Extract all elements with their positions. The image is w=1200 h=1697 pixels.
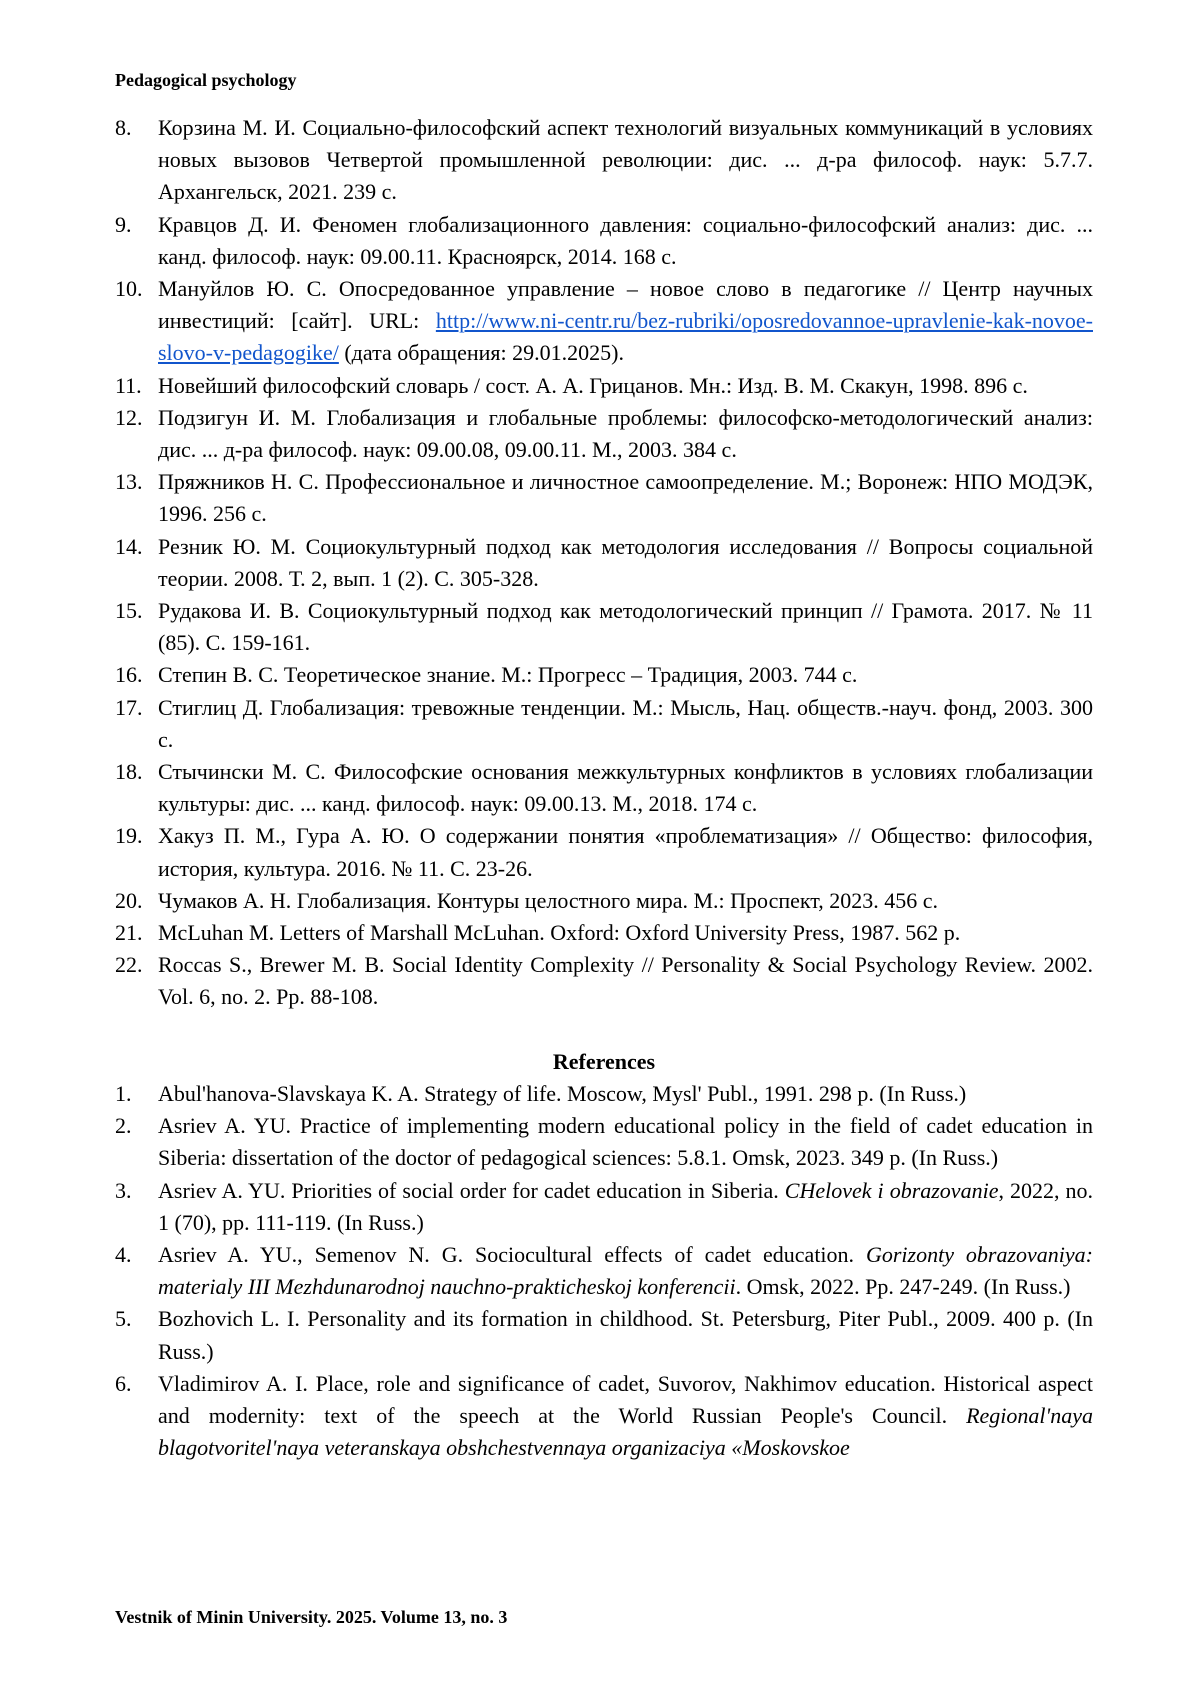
russian-reference-list [115,112,1093,1014]
reference-text: Чумаков А. Н. Глобализация. Контуры целостного мира. М.: Проспект, 2023. 456 с. [158,887,938,913]
reference-text: Резник Ю. М. Социокультурный подход как методология исследования // Вопросы социальной теории. 2008. Т. 2, вып. 1 (2). С. 305-328. [158,533,1093,591]
reference-journal-italic: Regional'naya blagotvoritel'naya veteranskaya obshchestvennaya organizaciya «Moskovskoe [158,1402,1093,1461]
reference-number: 14. [115,533,143,559]
reference-number: 3. [115,1177,132,1203]
reference-number: 18. [115,759,143,785]
reference-text: (дата обращения: 29.01.2025). [338,340,624,366]
reference-item [115,885,1093,917]
reference-text: , 2022, no. 1 (70), pp. 111-119. (In Russ.) [158,1177,1093,1235]
reference-text: Стиглиц Д. Глобализация: тревожные тенденции. М.: Мысль, Нац. обществ.-науч. фонд, 2003. 300 с. [158,694,1093,752]
reference-text: Пряжников Н. С. Профессиональное и личностное самоопределение. М.; Воронеж: НПО МОДЭК, 1996. 256 с. [158,469,1093,527]
reference-item [115,1368,1093,1465]
reference-item [115,692,1093,756]
reference-number: 17. [115,694,143,720]
page-content [115,112,1093,1464]
reference-text: Подзигун И. М. Глобализация и глобальные проблемы: философско-методологический анализ: дис. ... д-ра философ. наук: 09.00.08, 09.00.11. М., 2003. 384 с. [158,404,1093,463]
reference-item [115,949,1093,1013]
reference-text: Мануйлов Ю. С. Опосредованное управление – новое слово в педагогике // Центр научных инвестиций: [сайт]. URL: [158,276,1093,334]
reference-number: 6. [115,1370,132,1396]
reference-number: 5. [115,1306,132,1332]
reference-text: Asriev A. YU. Priorities of social order for cadet education in Siberia. [158,1177,785,1203]
reference-item [115,273,1093,370]
reference-number: 22. [115,952,143,978]
reference-number: 1. [115,1080,132,1106]
reference-item [115,466,1093,530]
reference-text: McLuhan M. Letters of Marshall McLuhan. Oxford: Oxford University Press, 1987. 562 p. [158,920,961,946]
reference-url-link[interactable]: http://www.ni-centr.ru/bez-rubriki/oposredovannoe-upravlenie-kak-novoe-slovo-v-pedagogike/ [158,308,1093,366]
reference-text: Кравцов Д. И. Феномен глобализационного давления: социально-философский анализ: дис. ... канд. философ. наук: 09.00.11. Красноярск, 2014. 168 с. [158,211,1093,269]
reference-number: 13. [115,469,143,495]
reference-item [115,595,1093,659]
reference-text: Рудакова И. В. Социокультурный подход как методологический принцип // Грамота. 2017. № 11 (85). С. 159-161. [158,598,1093,656]
reference-item [115,1239,1093,1303]
reference-item [115,1303,1093,1367]
reference-text: Asriev A. YU. Practice of implementing modern educational policy in the field of cadet education in Siberia: dissertation of the doctor of pedagogical sciences: 5.8.1. Omsk, 2023. 349 p. (In Russ.) [158,1113,1093,1171]
reference-item [115,820,1093,884]
reference-item [115,1110,1093,1174]
reference-item [115,531,1093,595]
reference-number: 11. [115,372,142,398]
reference-text: Bozhovich L. I. Personality and its formation in childhood. St. Petersburg, Piter Publ., 2009. 400 p. (In Russ.) [158,1306,1093,1364]
reference-number: 12. [115,404,143,430]
running-footer: Vestnik of Minin University. 2025. Volume 13, no. 3 [115,1607,508,1627]
reference-number: 8. [115,115,132,140]
reference-item [115,756,1093,820]
reference-item [115,1175,1093,1239]
reference-item [115,209,1093,273]
reference-item [115,402,1093,466]
reference-item [115,112,1093,209]
reference-text: Корзина М. И. Социально-философский аспект технологий визуальных коммуникаций в условиях новых вызовов Четвертой промышленной революции: дис. ... д-ра философ. наук: 5.7.7. Архангельск, 2021. 239 с. [158,115,1093,205]
reference-text: Abul'hanova-Slavskaya K. A. Strategy of life. Moscow, Mysl' Publ., 1991. 298 p. (In Russ.) [158,1080,967,1106]
reference-number: 19. [115,823,143,849]
reference-text: Новейший философский словарь / сост. А. А. Грицанов. Мн.: Изд. В. М. Скакун, 1998. 896 с. [158,372,1028,398]
reference-text: Roccas S., Brewer M. B. Social Identity Complexity // Personality & Social Psychology Review. 2002. Vol. 6, no. 2. Pp. 88-108. [158,952,1093,1010]
reference-number: 21. [115,920,143,946]
running-header: Pedagogical psychology [115,70,297,90]
reference-number: 10. [115,276,143,302]
reference-text: Asriev A. YU., Semenov N. G. Sociocultural effects of cadet education. [158,1241,866,1267]
reference-journal-italic: Gorizonty obrazovaniya: materialy III Mezhdunarodnoj nauchno-prakticheskoj konferencii [158,1241,1094,1300]
references-heading: References [552,1048,656,1074]
reference-text: Степин В. С. Теоретическое знание. М.: Прогресс – Традиция, 2003. 744 с. [158,662,858,688]
reference-text: . Omsk, 2022. Pp. 247-249. (In Russ.) [735,1274,1071,1300]
reference-journal-italic: CHelovek i obrazovanie [784,1177,999,1203]
reference-item [115,659,1093,691]
reference-number: 4. [115,1241,132,1267]
reference-number: 15. [115,598,143,624]
english-reference-list [115,1078,1093,1464]
reference-number: 16. [115,662,143,688]
reference-text: Стычински М. С. Философские основания межкультурных конфликтов в условиях глобализации культуры: дис. ... канд. философ. наук: 09.00.13. М., 2018. 174 с. [158,759,1093,817]
reference-text: Vladimirov A. I. Place, role and significance of cadet, Suvorov, Nakhimov education. Historical aspect and modernity: text of the speech at the World Russian People's Council. [158,1370,1093,1428]
reference-text: Хакуз П. М., Гура А. Ю. О содержании понятия «проблематизация» // Общество: философия, история, культура. 2016. № 11. С. 23-26. [158,823,1093,881]
reference-item [115,1078,1093,1110]
reference-number: 20. [115,887,143,913]
reference-number: 9. [115,211,132,237]
reference-item [115,370,1093,402]
reference-number: 2. [115,1113,132,1139]
reference-item [115,917,1093,949]
